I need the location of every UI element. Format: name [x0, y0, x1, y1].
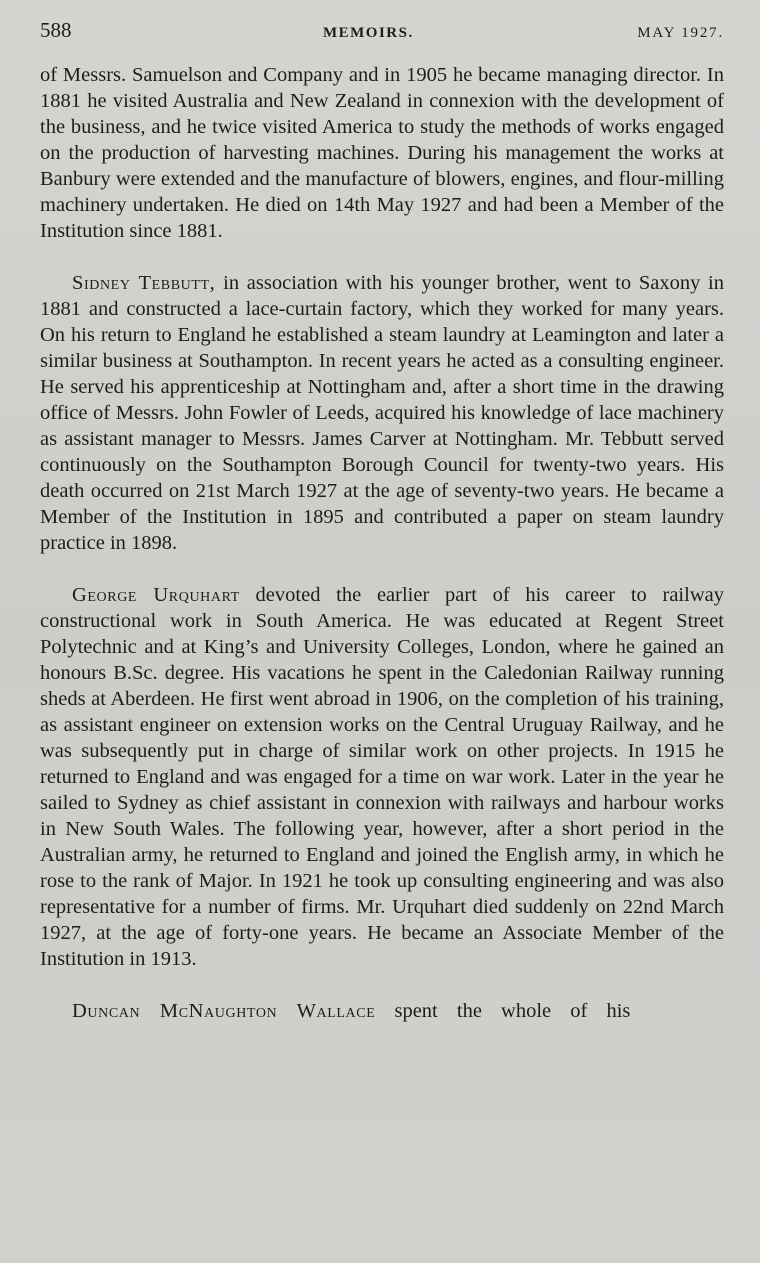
page-header — [40, 0, 724, 48]
person-name: George Urquhart — [72, 584, 240, 606]
running-title: MEMOIRS. — [322, 25, 414, 41]
memoir-paragraph-samuelson — [40, 62, 724, 244]
paragraph-text: of Messrs. Samuelson and Company and in 1905 he became managing director. In 1881 he visited Australia and New Zealand in connexion with the development of the business, and he twice visited America to study the methods of works engaged on the production of harvesting machines. During his management the works at Banbury were extended and the manufacture of blowers, engines, and flour-milling machinery undertaken. He died on 14th May 1927 and had been a Member of the Institution since 1881. — [40, 64, 724, 242]
header-date: MAY 1927. — [637, 25, 724, 41]
memoir-body — [40, 62, 724, 1024]
memoir-paragraph-wallace — [40, 998, 724, 1024]
person-name: Duncan McNaughton Wallace — [72, 1000, 376, 1022]
page-number: 588 — [40, 18, 72, 42]
memoir-paragraph-urquhart — [40, 582, 724, 972]
person-name: Sidney Tebbutt, — [72, 272, 216, 294]
paragraph-text: devoted the earlier part of his career to railway constructional work in South America. He was educated at Regent Street Polytechnic and at King’s and University Colleges, London, where he gained an honours B.Sc. degree. His vacations he spent in the Caledonian Railway running sheds at Aberdeen. He first went abroad in 1906, on the completion of his training, as assistant engineer on extension works on the Central Uruguay Railway, and he was subsequently put in charge of similar work on other projects. In 1915 he returned to England and was engaged for a time on war work. Later in the year he sailed to Sydney as chief assistant in connexion with railways and harbour works in New South Wales. The following year, however, after a short period in the Australian army, he returned to England and joined the English army, in which he rose to the rank of Major. In 1921 he took up consulting engineering and was also representative for a number of firms. Mr. Urquhart died suddenly on 22nd March 1927, at the age of forty-one years. He became an Associate Member of the Institution in 1913. — [40, 584, 724, 970]
memoir-paragraph-tebbutt — [40, 270, 724, 556]
paragraph-text: in association with his younger brother, went to Saxony in 1881 and constructed a lace-curtain factory, which they worked for many years. On his return to England he established a steam laundry at Leamington and later a similar business at Southampton. In recent years he acted as a consulting engineer. He served his apprenticeship at Nottingham and, after a short time in the drawing office of Messrs. John Fowler of Leeds, acquired his knowledge of lace machinery as assistant manager to Messrs. James Carver at Nottingham. Mr. Tebbutt served continuously on the Southampton Borough Council for twenty-two years. His death occurred on 21st March 1927 at the age of seventy-two years. He became a Member of the Institution in 1895 and contributed a paper on steam laundry practice in 1898. — [40, 272, 724, 554]
paragraph-text: spent the whole of his — [375, 1000, 631, 1022]
